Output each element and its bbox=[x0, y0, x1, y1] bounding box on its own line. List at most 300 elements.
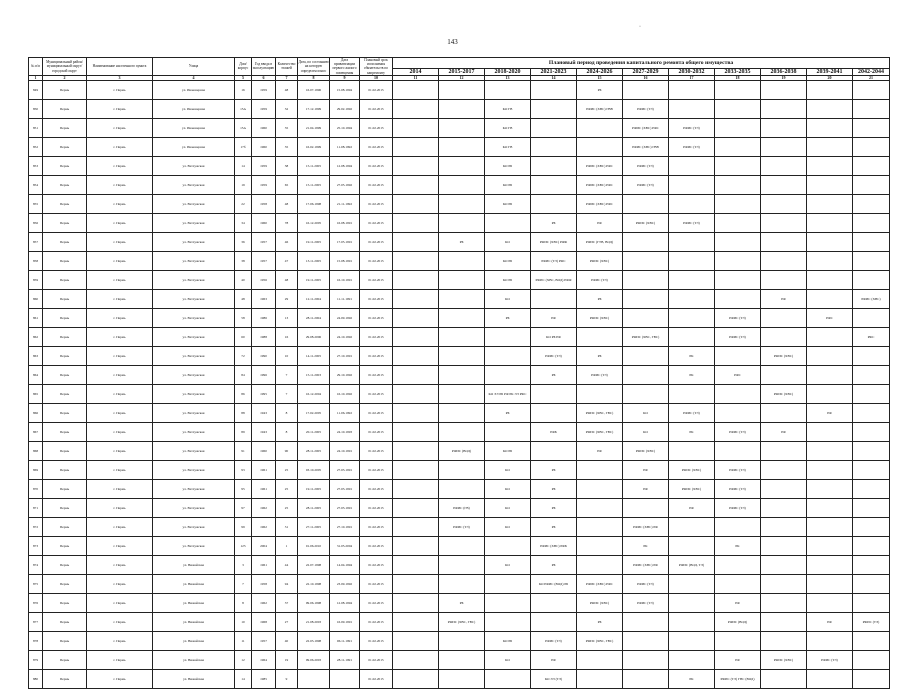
cell-period-2014 bbox=[393, 175, 439, 194]
cell-period-2021-2023: РБ bbox=[531, 498, 577, 517]
cell-floors: 94 bbox=[276, 574, 298, 593]
cell-period-2014 bbox=[393, 669, 439, 688]
cell-period-2033-2035: РФ bbox=[715, 593, 761, 612]
cell-inclusion-date: 01.02.2015 bbox=[360, 593, 393, 612]
cell-municipality: Пермь bbox=[43, 384, 87, 403]
cell-period-2036-2038 bbox=[761, 232, 807, 251]
cell-period-2036-2038 bbox=[761, 631, 807, 650]
cell-street: ул. Ветлужская bbox=[153, 327, 235, 346]
cell-floors: 48 bbox=[276, 194, 298, 213]
cell-floors: 25 bbox=[276, 479, 298, 498]
cell-state-date: 16.02.1999 bbox=[298, 137, 330, 156]
cell-state-date: 16.12.2005 bbox=[298, 213, 330, 232]
cell-state-date: 21.08.2003 bbox=[298, 612, 330, 631]
cell-state-date: 09.06.2003 bbox=[298, 650, 330, 669]
cell-year-built: 1988 bbox=[252, 327, 276, 346]
cell-row-number: 872 bbox=[29, 517, 43, 536]
cell-floors: 8 bbox=[276, 403, 298, 422]
cell-state-date: 19.11.2005 bbox=[298, 232, 330, 251]
cell-period-2024-2026: РФИС (ХВС) bbox=[577, 251, 623, 270]
cell-floors: 31 bbox=[276, 517, 298, 536]
cell-municipality: Пермь bbox=[43, 80, 87, 99]
cell-period-2027-2029 bbox=[623, 194, 669, 213]
cell-period-2039-2041 bbox=[807, 460, 853, 479]
cell-period-2027-2029 bbox=[623, 289, 669, 308]
cell-floors: 35 bbox=[276, 137, 298, 156]
cell-street: ул. Ветлужская bbox=[153, 156, 235, 175]
table-row bbox=[29, 441, 890, 460]
cell-inclusion-date: 01.02.2015 bbox=[360, 137, 393, 156]
cell-inclusion-date: 01.02.2015 bbox=[360, 194, 393, 213]
cell-house: 48 bbox=[235, 289, 252, 308]
cell-period-2036-2038: РФ bbox=[761, 289, 807, 308]
column-number: 21 bbox=[853, 75, 890, 80]
cell-row-number: 863 bbox=[29, 346, 43, 365]
cell-period-2036-2038: РФИС (ХВС) bbox=[761, 346, 807, 365]
cell-period-2042-2044 bbox=[853, 441, 890, 460]
cell-state-date: 09.06.1998 bbox=[298, 593, 330, 612]
cell-municipality: Пермь bbox=[43, 327, 87, 346]
cell-period-2030-2032 bbox=[669, 593, 715, 612]
cell-period-2027-2029: РФ bbox=[623, 479, 669, 498]
cell-period-2024-2026 bbox=[577, 650, 623, 669]
header-year-2018-2020: 2018-2020 bbox=[485, 69, 531, 76]
column-number: 13 bbox=[485, 75, 531, 80]
cell-period-2014 bbox=[393, 194, 439, 213]
cell-period-2042-2044 bbox=[853, 365, 890, 384]
cell-floors: 16 bbox=[276, 327, 298, 346]
cell-period-2015-2017 bbox=[439, 289, 485, 308]
cell-period-2033-2035: РК bbox=[715, 536, 761, 555]
cell-settlement: г. Пермь bbox=[87, 365, 153, 384]
cell-period-2024-2026: РФ bbox=[577, 213, 623, 232]
cell-period-2030-2032 bbox=[669, 289, 715, 308]
cell-period-2021-2023: РФИС (ТЭ) bbox=[531, 631, 577, 650]
cell-floors: 37 bbox=[276, 593, 298, 612]
cell-year-built: 2004 bbox=[252, 536, 276, 555]
cell-period-2036-2038 bbox=[761, 479, 807, 498]
cell-period-2033-2035: РФИС (ТЭ) bbox=[715, 308, 761, 327]
column-number: 4 bbox=[153, 75, 235, 80]
cell-floors: 38 bbox=[276, 156, 298, 175]
table-row bbox=[29, 118, 890, 137]
cell-period-2021-2023 bbox=[531, 137, 577, 156]
cell-settlement: г. Пермь bbox=[87, 232, 153, 251]
cell-house: 12 bbox=[235, 650, 252, 669]
cell-house: 72 bbox=[235, 346, 252, 365]
cell-year-built: 1985 bbox=[252, 669, 276, 688]
cell-period-2014 bbox=[393, 650, 439, 669]
cell-settlement: г. Пермь bbox=[87, 403, 153, 422]
cell-period-2036-2038 bbox=[761, 194, 807, 213]
cell-period-2033-2035 bbox=[715, 574, 761, 593]
cell-period-2024-2026: РФИС (ХВС, ГВС) bbox=[577, 422, 623, 441]
cell-period-2014 bbox=[393, 251, 439, 270]
cell-period-2036-2038 bbox=[761, 555, 807, 574]
cell-settlement: г. Пермь bbox=[87, 80, 153, 99]
cell-floors: 44 bbox=[276, 555, 298, 574]
column-number: 2 bbox=[43, 75, 87, 80]
cell-period-2036-2038 bbox=[761, 517, 807, 536]
cell-street: ул. Ветлужская bbox=[153, 194, 235, 213]
cell-privatization-date: 24.09.1992 bbox=[330, 308, 360, 327]
cell-street: ул. Ветлужская bbox=[153, 232, 235, 251]
cell-period-2024-2026: РФИС (ГТВ, ВОД) bbox=[577, 232, 623, 251]
cell-year-built: 1963 bbox=[252, 289, 276, 308]
header-year-2024-2026: 2024-2026 bbox=[577, 69, 623, 76]
cell-municipality: Пермь bbox=[43, 536, 87, 555]
header-year-2036-2038: 2036-2038 bbox=[761, 69, 807, 76]
header-year-2033-2035: 2033-2035 bbox=[715, 69, 761, 76]
cell-period-2024-2026 bbox=[577, 517, 623, 536]
cell-period-2030-2032 bbox=[669, 536, 715, 555]
cell-privatization-date: 24.10.1993 bbox=[330, 422, 360, 441]
cell-privatization-date: 11.08.1992 bbox=[330, 137, 360, 156]
cell-privatization-date: 23.09.1992 bbox=[330, 574, 360, 593]
column-number: 10 bbox=[360, 75, 393, 80]
cell-period-2036-2038 bbox=[761, 213, 807, 232]
cell-period-2039-2041 bbox=[807, 118, 853, 137]
cell-row-number: 852 bbox=[29, 137, 43, 156]
cell-house: 8 bbox=[235, 593, 252, 612]
cell-municipality: Пермь bbox=[43, 574, 87, 593]
cell-period-2024-2026 bbox=[577, 555, 623, 574]
cell-period-2021-2023 bbox=[531, 175, 577, 194]
cell-inclusion-date: 01.02.2015 bbox=[360, 498, 393, 517]
cell-period-2027-2029: РФИС (ТЭ) bbox=[623, 156, 669, 175]
cell-floors: 9 bbox=[276, 669, 298, 688]
cell-state-date: 20.11.2005 bbox=[298, 422, 330, 441]
cell-period-2015-2017 bbox=[439, 536, 485, 555]
cell-period-2039-2041 bbox=[807, 365, 853, 384]
cell-period-2033-2035: РФ bbox=[715, 650, 761, 669]
cell-floors: 29 bbox=[276, 289, 298, 308]
cell-inclusion-date: 01.02.2015 bbox=[360, 612, 393, 631]
cell-house: 125 bbox=[235, 536, 252, 555]
cell-privatization-date: 24.10.1991 bbox=[330, 441, 360, 460]
cell-period-2021-2023: РФ bbox=[531, 650, 577, 669]
cell-state-date: 19.11.2005 bbox=[298, 270, 330, 289]
cell-period-2042-2044 bbox=[853, 384, 890, 403]
cell-settlement: г. Пермь bbox=[87, 517, 153, 536]
cell-municipality: Пермь bbox=[43, 593, 87, 612]
cell-municipality: Пермь bbox=[43, 194, 87, 213]
cell-settlement: г. Пермь bbox=[87, 650, 153, 669]
cell-period-2042-2044 bbox=[853, 194, 890, 213]
cell-settlement: г. Пермь bbox=[87, 308, 153, 327]
cell-period-2014 bbox=[393, 289, 439, 308]
cell-municipality: Пермь bbox=[43, 99, 87, 118]
cell-settlement: г. Пермь bbox=[87, 555, 153, 574]
cell-street: ул. Ветлужская bbox=[153, 308, 235, 327]
cell-period-2027-2029 bbox=[623, 80, 669, 99]
cell-year-built: 1959 bbox=[252, 80, 276, 99]
cell-year-built: 1960 bbox=[252, 137, 276, 156]
cell-row-number: 864 bbox=[29, 365, 43, 384]
cell-privatization-date: 16.10.1991 bbox=[330, 270, 360, 289]
cell-street: ул. Ветлужская bbox=[153, 460, 235, 479]
cell-row-number: 856 bbox=[29, 213, 43, 232]
column-number: 3 bbox=[87, 75, 153, 80]
cell-state-date: 15.11.2005 bbox=[298, 156, 330, 175]
cell-house: 97 bbox=[235, 498, 252, 517]
cell-street: ул. Вижайская bbox=[153, 650, 235, 669]
cell-period-2036-2038 bbox=[761, 612, 807, 631]
cell-inclusion-date: 01.02.2015 bbox=[360, 384, 393, 403]
cell-period-2027-2029: РФИС (ХВС, ГВС) bbox=[623, 327, 669, 346]
cell-floors: 48 bbox=[276, 80, 298, 99]
column-number: 16 bbox=[623, 75, 669, 80]
cell-period-2042-2044 bbox=[853, 80, 890, 99]
cell-period-2039-2041 bbox=[807, 251, 853, 270]
cell-street: ул. Ветлужская bbox=[153, 498, 235, 517]
cell-state-date: 03.10.2005 bbox=[298, 460, 330, 479]
cell-settlement: г. Пермь bbox=[87, 441, 153, 460]
cell-period-2015-2017 bbox=[439, 213, 485, 232]
cell-period-2030-2032 bbox=[669, 327, 715, 346]
cell-period-2021-2023: КО РФИС (ВОД) РБ bbox=[531, 574, 577, 593]
cell-period-2021-2023 bbox=[531, 384, 577, 403]
cell-municipality: Пермь bbox=[43, 118, 87, 137]
cell-period-2014 bbox=[393, 232, 439, 251]
cell-period-2014 bbox=[393, 346, 439, 365]
cell-period-2015-2017: РФИС (ВОД) bbox=[439, 441, 485, 460]
cell-street: ул. Ветлужская bbox=[153, 536, 235, 555]
header-year-2030-2032: 2030-2032 bbox=[669, 69, 715, 76]
cell-municipality: Пермь bbox=[43, 346, 87, 365]
cell-period-2033-2035 bbox=[715, 118, 761, 137]
cell-privatization-date: 27.03.1991 bbox=[330, 498, 360, 517]
cell-period-2033-2035 bbox=[715, 80, 761, 99]
cell-period-2033-2035 bbox=[715, 270, 761, 289]
cell-period-2014 bbox=[393, 555, 439, 574]
cell-state-date: 22.03.1998 bbox=[298, 631, 330, 650]
cell-period-2024-2026: РФИС (ХВС, ГВС) bbox=[577, 631, 623, 650]
cell-municipality: Пермь bbox=[43, 669, 87, 688]
cell-settlement: г. Пермь bbox=[87, 118, 153, 137]
cell-period-2036-2038 bbox=[761, 99, 807, 118]
cell-period-2018-2020: КО РБ bbox=[485, 441, 531, 460]
cell-period-2039-2041: РФС bbox=[807, 308, 853, 327]
cell-house: 88 bbox=[235, 403, 252, 422]
cell-house: 89 bbox=[235, 422, 252, 441]
cell-period-2033-2035 bbox=[715, 384, 761, 403]
cell-period-2024-2026 bbox=[577, 479, 623, 498]
cell-period-2027-2029: РФИС (ТЭ) bbox=[623, 574, 669, 593]
cell-row-number: 860 bbox=[29, 289, 43, 308]
cell-privatization-date: 29.02.1992 bbox=[330, 99, 360, 118]
cell-period-2027-2029 bbox=[623, 612, 669, 631]
cell-year-built: 1962 bbox=[252, 517, 276, 536]
cell-privatization-date: 27.05.1992 bbox=[330, 175, 360, 194]
cell-row-number: 875 bbox=[29, 574, 43, 593]
table-row bbox=[29, 270, 890, 289]
cell-house: 60 bbox=[235, 327, 252, 346]
cell-period-2027-2029: КО bbox=[623, 403, 669, 422]
cell-period-2027-2029: РФИС (ТЭ) bbox=[623, 99, 669, 118]
cell-period-2018-2020 bbox=[485, 80, 531, 99]
cell-municipality: Пермь bbox=[43, 403, 87, 422]
cell-state-date: 14.11.2005 bbox=[298, 346, 330, 365]
cell-period-2042-2044 bbox=[853, 517, 890, 536]
cell-house: 58 bbox=[235, 308, 252, 327]
cell-floors: 25 bbox=[276, 460, 298, 479]
cell-period-2015-2017 bbox=[439, 460, 485, 479]
cell-settlement: г. Пермь bbox=[87, 99, 153, 118]
cell-house: 93 bbox=[235, 460, 252, 479]
cell-period-2039-2041 bbox=[807, 593, 853, 612]
cell-period-2036-2038 bbox=[761, 441, 807, 460]
cell-period-2036-2038 bbox=[761, 593, 807, 612]
cell-municipality: Пермь bbox=[43, 650, 87, 669]
cell-privatization-date: 15.08.1991 bbox=[330, 251, 360, 270]
cell-period-2030-2032 bbox=[669, 612, 715, 631]
cell-house: 38 bbox=[235, 251, 252, 270]
cell-period-2042-2044 bbox=[853, 232, 890, 251]
cell-period-2039-2041: РФ bbox=[807, 612, 853, 631]
cell-period-2018-2020: КО bbox=[485, 232, 531, 251]
cell-period-2030-2032: РФИС (ТЭ) bbox=[669, 137, 715, 156]
cell-period-2033-2035 bbox=[715, 156, 761, 175]
cell-floors: 35 bbox=[276, 118, 298, 137]
cell-street: ул. Ветлужская bbox=[153, 441, 235, 460]
table-row bbox=[29, 365, 890, 384]
cell-municipality: Пермь bbox=[43, 422, 87, 441]
cell-state-date: 17.12.1999 bbox=[298, 99, 330, 118]
cell-period-2039-2041: РФ bbox=[807, 403, 853, 422]
cell-street: ул. Инженерная bbox=[153, 99, 235, 118]
cell-street: ул. Ветлужская bbox=[153, 175, 235, 194]
cell-house: 84 bbox=[235, 365, 252, 384]
table-row bbox=[29, 631, 890, 650]
cell-period-2021-2023: РБ bbox=[531, 517, 577, 536]
cell-year-built: 1959 bbox=[252, 156, 276, 175]
cell-floors: 13 bbox=[276, 308, 298, 327]
cell-privatization-date: 27.10.1991 bbox=[330, 517, 360, 536]
table-row bbox=[29, 669, 890, 688]
cell-privatization-date: 28.11.1991 bbox=[330, 650, 360, 669]
cell-period-2018-2020 bbox=[485, 536, 531, 555]
cell-period-2018-2020 bbox=[485, 346, 531, 365]
cell-period-2030-2032: РФИС (ТЭ) bbox=[669, 213, 715, 232]
cell-period-2015-2017 bbox=[439, 365, 485, 384]
cell-state-date: 28.11.2005 bbox=[298, 441, 330, 460]
cell-period-2015-2017: РБ bbox=[439, 232, 485, 251]
cell-period-2018-2020 bbox=[485, 213, 531, 232]
cell-period-2036-2038 bbox=[761, 308, 807, 327]
cell-period-2021-2023: РБ bbox=[531, 555, 577, 574]
cell-period-2033-2035 bbox=[715, 441, 761, 460]
cell-floors: 8 bbox=[276, 422, 298, 441]
cell-row-number: 850 bbox=[29, 99, 43, 118]
cell-row-number: 878 bbox=[29, 631, 43, 650]
cell-floors: 32 bbox=[276, 99, 298, 118]
cell-period-2018-2020 bbox=[485, 612, 531, 631]
cell-period-2042-2044 bbox=[853, 631, 890, 650]
cell-privatization-date: 21.11.1992 bbox=[330, 194, 360, 213]
header-state-date: Дата, по состоянию на которую определен износ bbox=[298, 58, 330, 76]
cell-period-2018-2020: КО РБ bbox=[485, 194, 531, 213]
cell-period-2018-2020 bbox=[485, 593, 531, 612]
table-row bbox=[29, 574, 890, 593]
cell-year-built: 1943 bbox=[252, 403, 276, 422]
cell-period-2036-2038 bbox=[761, 137, 807, 156]
cell-inclusion-date: 01.02.2015 bbox=[360, 289, 393, 308]
cell-period-2015-2017 bbox=[439, 346, 485, 365]
cell-year-built: 1958 bbox=[252, 574, 276, 593]
cell-privatization-date: 15.08.1994 bbox=[330, 80, 360, 99]
cell-period-2014 bbox=[393, 365, 439, 384]
cell-period-2039-2041 bbox=[807, 232, 853, 251]
cell-settlement: г. Пермь bbox=[87, 251, 153, 270]
table-row bbox=[29, 213, 890, 232]
cell-state-date: 17.06.1998 bbox=[298, 194, 330, 213]
cell-period-2030-2032 bbox=[669, 384, 715, 403]
cell-period-2027-2029 bbox=[623, 346, 669, 365]
cell-year-built: 1990 bbox=[252, 346, 276, 365]
cell-period-2039-2041 bbox=[807, 213, 853, 232]
cell-period-2042-2044 bbox=[853, 308, 890, 327]
cell-period-2030-2032 bbox=[669, 650, 715, 669]
cell-inclusion-date: 01.02.2015 bbox=[360, 175, 393, 194]
cell-period-2030-2032 bbox=[669, 270, 715, 289]
cell-year-built: 1964 bbox=[252, 650, 276, 669]
cell-street: ул. Ветлужская bbox=[153, 517, 235, 536]
cell-street: ул. Ветлужская bbox=[153, 365, 235, 384]
cell-privatization-date: 27.10.1991 bbox=[330, 346, 360, 365]
cell-floors: 10 bbox=[276, 346, 298, 365]
cell-year-built: 1962 bbox=[252, 498, 276, 517]
cell-period-2033-2035 bbox=[715, 175, 761, 194]
table-row bbox=[29, 308, 890, 327]
cell-settlement: г. Пермь bbox=[87, 498, 153, 517]
header-planned-period: Плановый период проведения капитального ремонта общего имущества bbox=[393, 58, 890, 69]
cell-inclusion-date: 01.02.2015 bbox=[360, 669, 393, 688]
cell-house: 17б bbox=[235, 137, 252, 156]
cell-period-2024-2026: РФИС (ХВС) РФС bbox=[577, 175, 623, 194]
cell-period-2018-2020: КО bbox=[485, 517, 531, 536]
cell-period-2021-2023 bbox=[531, 403, 577, 422]
cell-period-2030-2032 bbox=[669, 441, 715, 460]
cell-period-2036-2038 bbox=[761, 498, 807, 517]
cell-period-2042-2044 bbox=[853, 213, 890, 232]
cell-period-2030-2032: РК bbox=[669, 422, 715, 441]
header-year-2014: 2014 bbox=[393, 69, 439, 76]
cell-period-2039-2041 bbox=[807, 270, 853, 289]
header-year-2027-2029: 2027-2029 bbox=[623, 69, 669, 76]
cell-period-2027-2029: РФИС (ТЭ) bbox=[623, 175, 669, 194]
cell-inclusion-date: 01.02.2015 bbox=[360, 327, 393, 346]
cell-period-2039-2041 bbox=[807, 441, 853, 460]
cell-period-2030-2032 bbox=[669, 232, 715, 251]
cell-floors: 47 bbox=[276, 251, 298, 270]
cell-year-built: 1995 bbox=[252, 384, 276, 403]
column-number: 11 bbox=[393, 75, 439, 80]
cell-settlement: г. Пермь bbox=[87, 194, 153, 213]
cell-settlement: г. Пермь bbox=[87, 422, 153, 441]
cell-period-2018-2020 bbox=[485, 574, 531, 593]
cell-settlement: г. Пермь bbox=[87, 593, 153, 612]
table-row bbox=[29, 593, 890, 612]
cell-period-2027-2029: РФИС (ХВС) bbox=[623, 441, 669, 460]
cell-period-2039-2041 bbox=[807, 156, 853, 175]
cell-state-date: 12.11.2004 bbox=[298, 289, 330, 308]
column-number: 15 bbox=[577, 75, 623, 80]
cell-row-number: 857 bbox=[29, 232, 43, 251]
cell-period-2015-2017 bbox=[439, 631, 485, 650]
cell-period-2036-2038 bbox=[761, 175, 807, 194]
cell-year-built: 1968 bbox=[252, 612, 276, 631]
